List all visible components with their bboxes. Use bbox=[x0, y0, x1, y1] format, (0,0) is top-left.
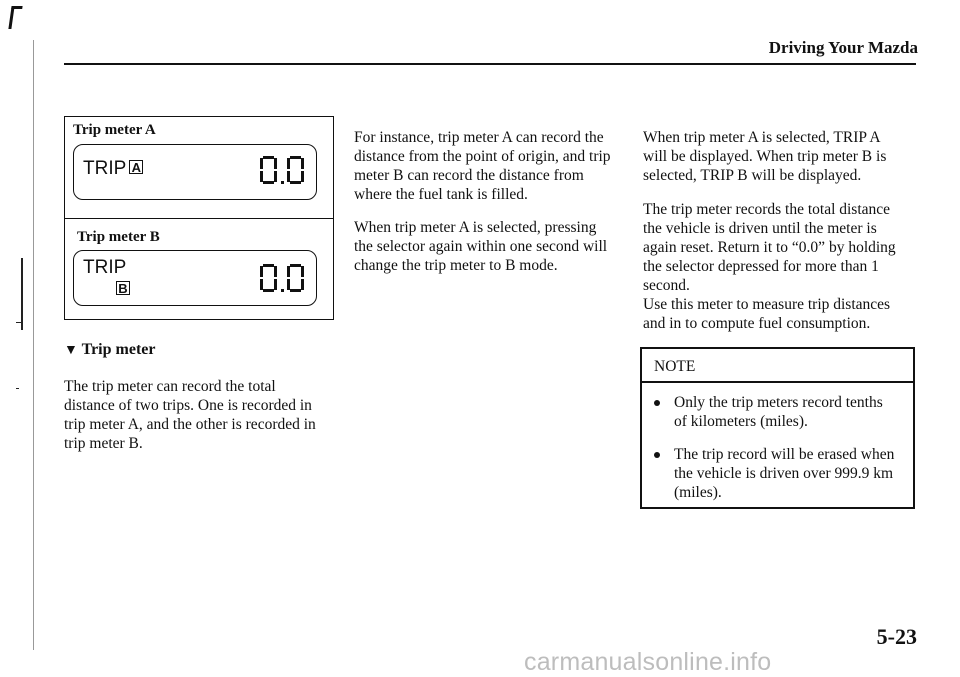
text-line: Use this meter to measure trip distances bbox=[643, 296, 891, 313]
text-line: Only the trip meters record tenths bbox=[674, 394, 883, 411]
lcd-mode-letter-a: A bbox=[129, 160, 143, 174]
lcd-display-a bbox=[73, 144, 317, 200]
lcd-decimal-point bbox=[281, 289, 284, 292]
middle-paragraph-2 bbox=[354, 218, 634, 275]
watermark: carmanualsonline.info bbox=[524, 648, 772, 676]
lcd-digit bbox=[260, 264, 277, 292]
text-line: distance from the point of origin, and trip bbox=[354, 148, 611, 165]
lcd-value-b bbox=[260, 264, 310, 294]
lcd-digit bbox=[287, 264, 304, 292]
note-item-text bbox=[674, 445, 914, 502]
text-line: distance of two trips. One is recorded in bbox=[64, 397, 312, 414]
text-line: The trip meter can record the total bbox=[64, 378, 276, 395]
lcd-display-b bbox=[73, 250, 317, 306]
text-line: the vehicle is driven over 999.9 km bbox=[674, 465, 894, 482]
text-line: The trip record will be erased when bbox=[674, 446, 895, 463]
lcd-value-a bbox=[260, 156, 310, 186]
middle-paragraph-1 bbox=[354, 128, 634, 204]
text-line: will be displayed. When trip meter B is bbox=[643, 148, 887, 165]
text-line: meter B can record the distance from bbox=[354, 167, 584, 184]
text-line: selected, TRIP B will be displayed. bbox=[643, 167, 862, 184]
note-header bbox=[642, 349, 913, 383]
text-line: where the fuel tank is filled. bbox=[354, 186, 528, 203]
text-line: change the trip meter to B mode. bbox=[354, 257, 558, 274]
figure-label-trip-meter-a: Trip meter A bbox=[73, 122, 156, 138]
note-title: NOTE bbox=[654, 358, 696, 375]
note-box bbox=[640, 347, 915, 509]
lcd-trip-indicator-b bbox=[83, 258, 126, 278]
binding-margin-bar bbox=[21, 258, 23, 330]
trip-meter-figure bbox=[64, 116, 334, 320]
text-line: and in to compute fuel consumption. bbox=[643, 315, 871, 332]
section-heading bbox=[64, 341, 155, 359]
text-line: The trip meter records the total distance bbox=[643, 201, 891, 218]
heading-marker: ▼ bbox=[64, 343, 78, 358]
lcd-digit bbox=[287, 156, 304, 184]
right-paragraph-2 bbox=[643, 200, 923, 333]
binding-margin-line bbox=[33, 40, 34, 650]
figure-label-trip-meter-b: Trip meter B bbox=[77, 229, 160, 245]
binding-corner-mark bbox=[8, 6, 22, 29]
note-item-text bbox=[674, 393, 914, 431]
text-line: the selector again within one second will bbox=[354, 238, 608, 255]
heading-text: Trip meter bbox=[81, 341, 156, 358]
lcd-trip-text: TRIP bbox=[83, 158, 127, 179]
left-paragraph bbox=[64, 377, 344, 453]
text-line: When trip meter A is selected, TRIP A bbox=[643, 129, 881, 146]
binding-tick bbox=[16, 322, 21, 323]
text-line: trip meter A, and the other is recorded in bbox=[64, 416, 316, 433]
binding-tick bbox=[16, 388, 19, 389]
figure-divider bbox=[65, 218, 333, 219]
text-line: the vehicle is driven until the meter is bbox=[643, 220, 877, 237]
header-rule bbox=[64, 63, 916, 65]
text-line: (miles). bbox=[674, 484, 722, 501]
text-line: When trip meter A is selected, pressing bbox=[354, 219, 597, 236]
right-paragraph-1 bbox=[643, 128, 923, 185]
lcd-trip-indicator-a bbox=[83, 159, 143, 179]
lcd-trip-text: TRIP bbox=[83, 257, 127, 278]
text-line: of kilometers (miles). bbox=[674, 413, 808, 430]
text-line: the selector depressed for more than 1 bbox=[643, 258, 879, 275]
lcd-decimal-point bbox=[281, 181, 284, 184]
bullet-icon bbox=[654, 452, 660, 458]
text-line: For instance, trip meter A can record the bbox=[354, 129, 604, 146]
page-number: 5-23 bbox=[876, 624, 917, 649]
lcd-digit bbox=[260, 156, 277, 184]
bullet-icon bbox=[654, 400, 660, 406]
text-line: trip meter B. bbox=[64, 435, 143, 452]
text-line: second. bbox=[643, 277, 690, 294]
text-line: again reset. Return it to “0.0” by holding bbox=[643, 239, 896, 256]
lcd-mode-letter-b: B bbox=[116, 281, 130, 295]
page-header-title: Driving Your Mazda bbox=[768, 38, 918, 57]
